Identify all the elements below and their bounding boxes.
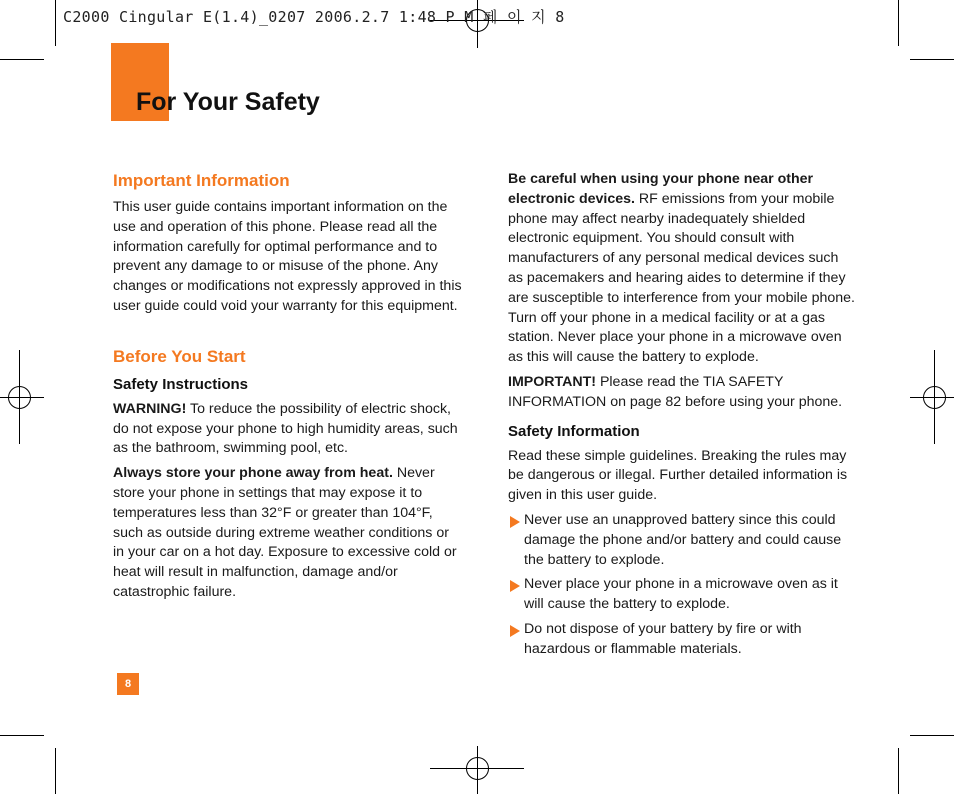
crop-mark — [0, 59, 44, 60]
important-text: Please read the TIA SAFETY INFORMATION on page 82 before using your phone. — [508, 373, 843, 410]
list-item-text: Never place your phone in a microwave oven as it will cause the battery to explode. — [524, 576, 838, 613]
crop-mark — [55, 748, 56, 794]
crop-mark — [0, 735, 44, 736]
safety-information-body: Read these simple guidelines. Breaking the rules may be dangerous or illegal. Further detailed information is given in this user guide. — [508, 447, 848, 504]
careful-text: RF emissions from your mobile phone may affect nearby inadequately shielded electronic equipment. You should consult with manufacturers of any personal medical devices such as pacemakers and hearing aides to determine if they are susceptible to interference from your mobile phone. Turn off your phone in a medical facility or at a gas station. Never place your phone in a microwave oven as this will cause the battery to explode. — [508, 190, 855, 366]
store-away-paragraph — [113, 464, 463, 603]
page-number: 8 — [117, 673, 139, 695]
triangle-right-icon — [510, 580, 520, 592]
warning-label: WARNING! — [113, 400, 187, 417]
page-title: For Your Safety — [136, 88, 320, 116]
print-slug: C2000 Cingular E(1.4)_0207 2006.2.7 1:48 P M 페 이 지 8 — [63, 8, 565, 26]
left-column — [113, 170, 463, 603]
crop-mark — [898, 0, 899, 46]
careful-paragraph — [508, 170, 856, 368]
important-label: IMPORTANT! — [508, 373, 596, 390]
safety-instructions-heading: Safety Instructions — [113, 375, 249, 393]
warning-text: To reduce the possibility of electric shock, do not expose your phone to high humidity areas, such as the bathroom, swimming pool, etc. — [113, 400, 458, 457]
crop-mark — [910, 59, 954, 60]
careful-label: Be careful when using your phone near other electronic devices. — [508, 171, 814, 207]
crop-mark — [55, 0, 56, 46]
important-paragraph — [508, 373, 856, 413]
warning-paragraph — [113, 400, 463, 459]
store-away-text: Never store your phone in settings that may expose it to temperatures less than 32°F or greater than 104°F, such as outside during extreme weather conditions or in your car on a hot day. Exposure to excessive cold or heat will result in malfunction, damage and/or catastrophic failure. — [113, 465, 457, 600]
safety-information-heading: Safety Information — [508, 422, 640, 440]
list-item-text: Do not dispose of your battery by fire or with hazardous or flammable materials. — [524, 620, 802, 657]
list-item — [508, 575, 856, 615]
triangle-right-icon — [510, 516, 520, 528]
before-you-start-heading: Before You Start — [113, 346, 246, 366]
store-away-label: Always store your phone away from heat. — [113, 465, 393, 482]
list-item — [508, 511, 856, 570]
important-information-heading: Important Information — [113, 171, 290, 190]
right-column — [508, 170, 856, 660]
list-item — [508, 620, 856, 660]
important-information-body: This user guide contains important information on the use and operation of this phone. Please read all the information carefully for optimal performance and to prevent any damage to or misuse of the phone. Any changes or modifications not expressly approved in this user guide could void your warranty for this equipment. — [113, 199, 462, 314]
crop-mark — [910, 735, 954, 736]
crop-mark — [898, 748, 899, 794]
list-item-text: Never use an unapproved battery since this could damage the phone and/or battery and could cause the battery to explode. — [524, 511, 842, 568]
triangle-right-icon — [510, 625, 520, 637]
